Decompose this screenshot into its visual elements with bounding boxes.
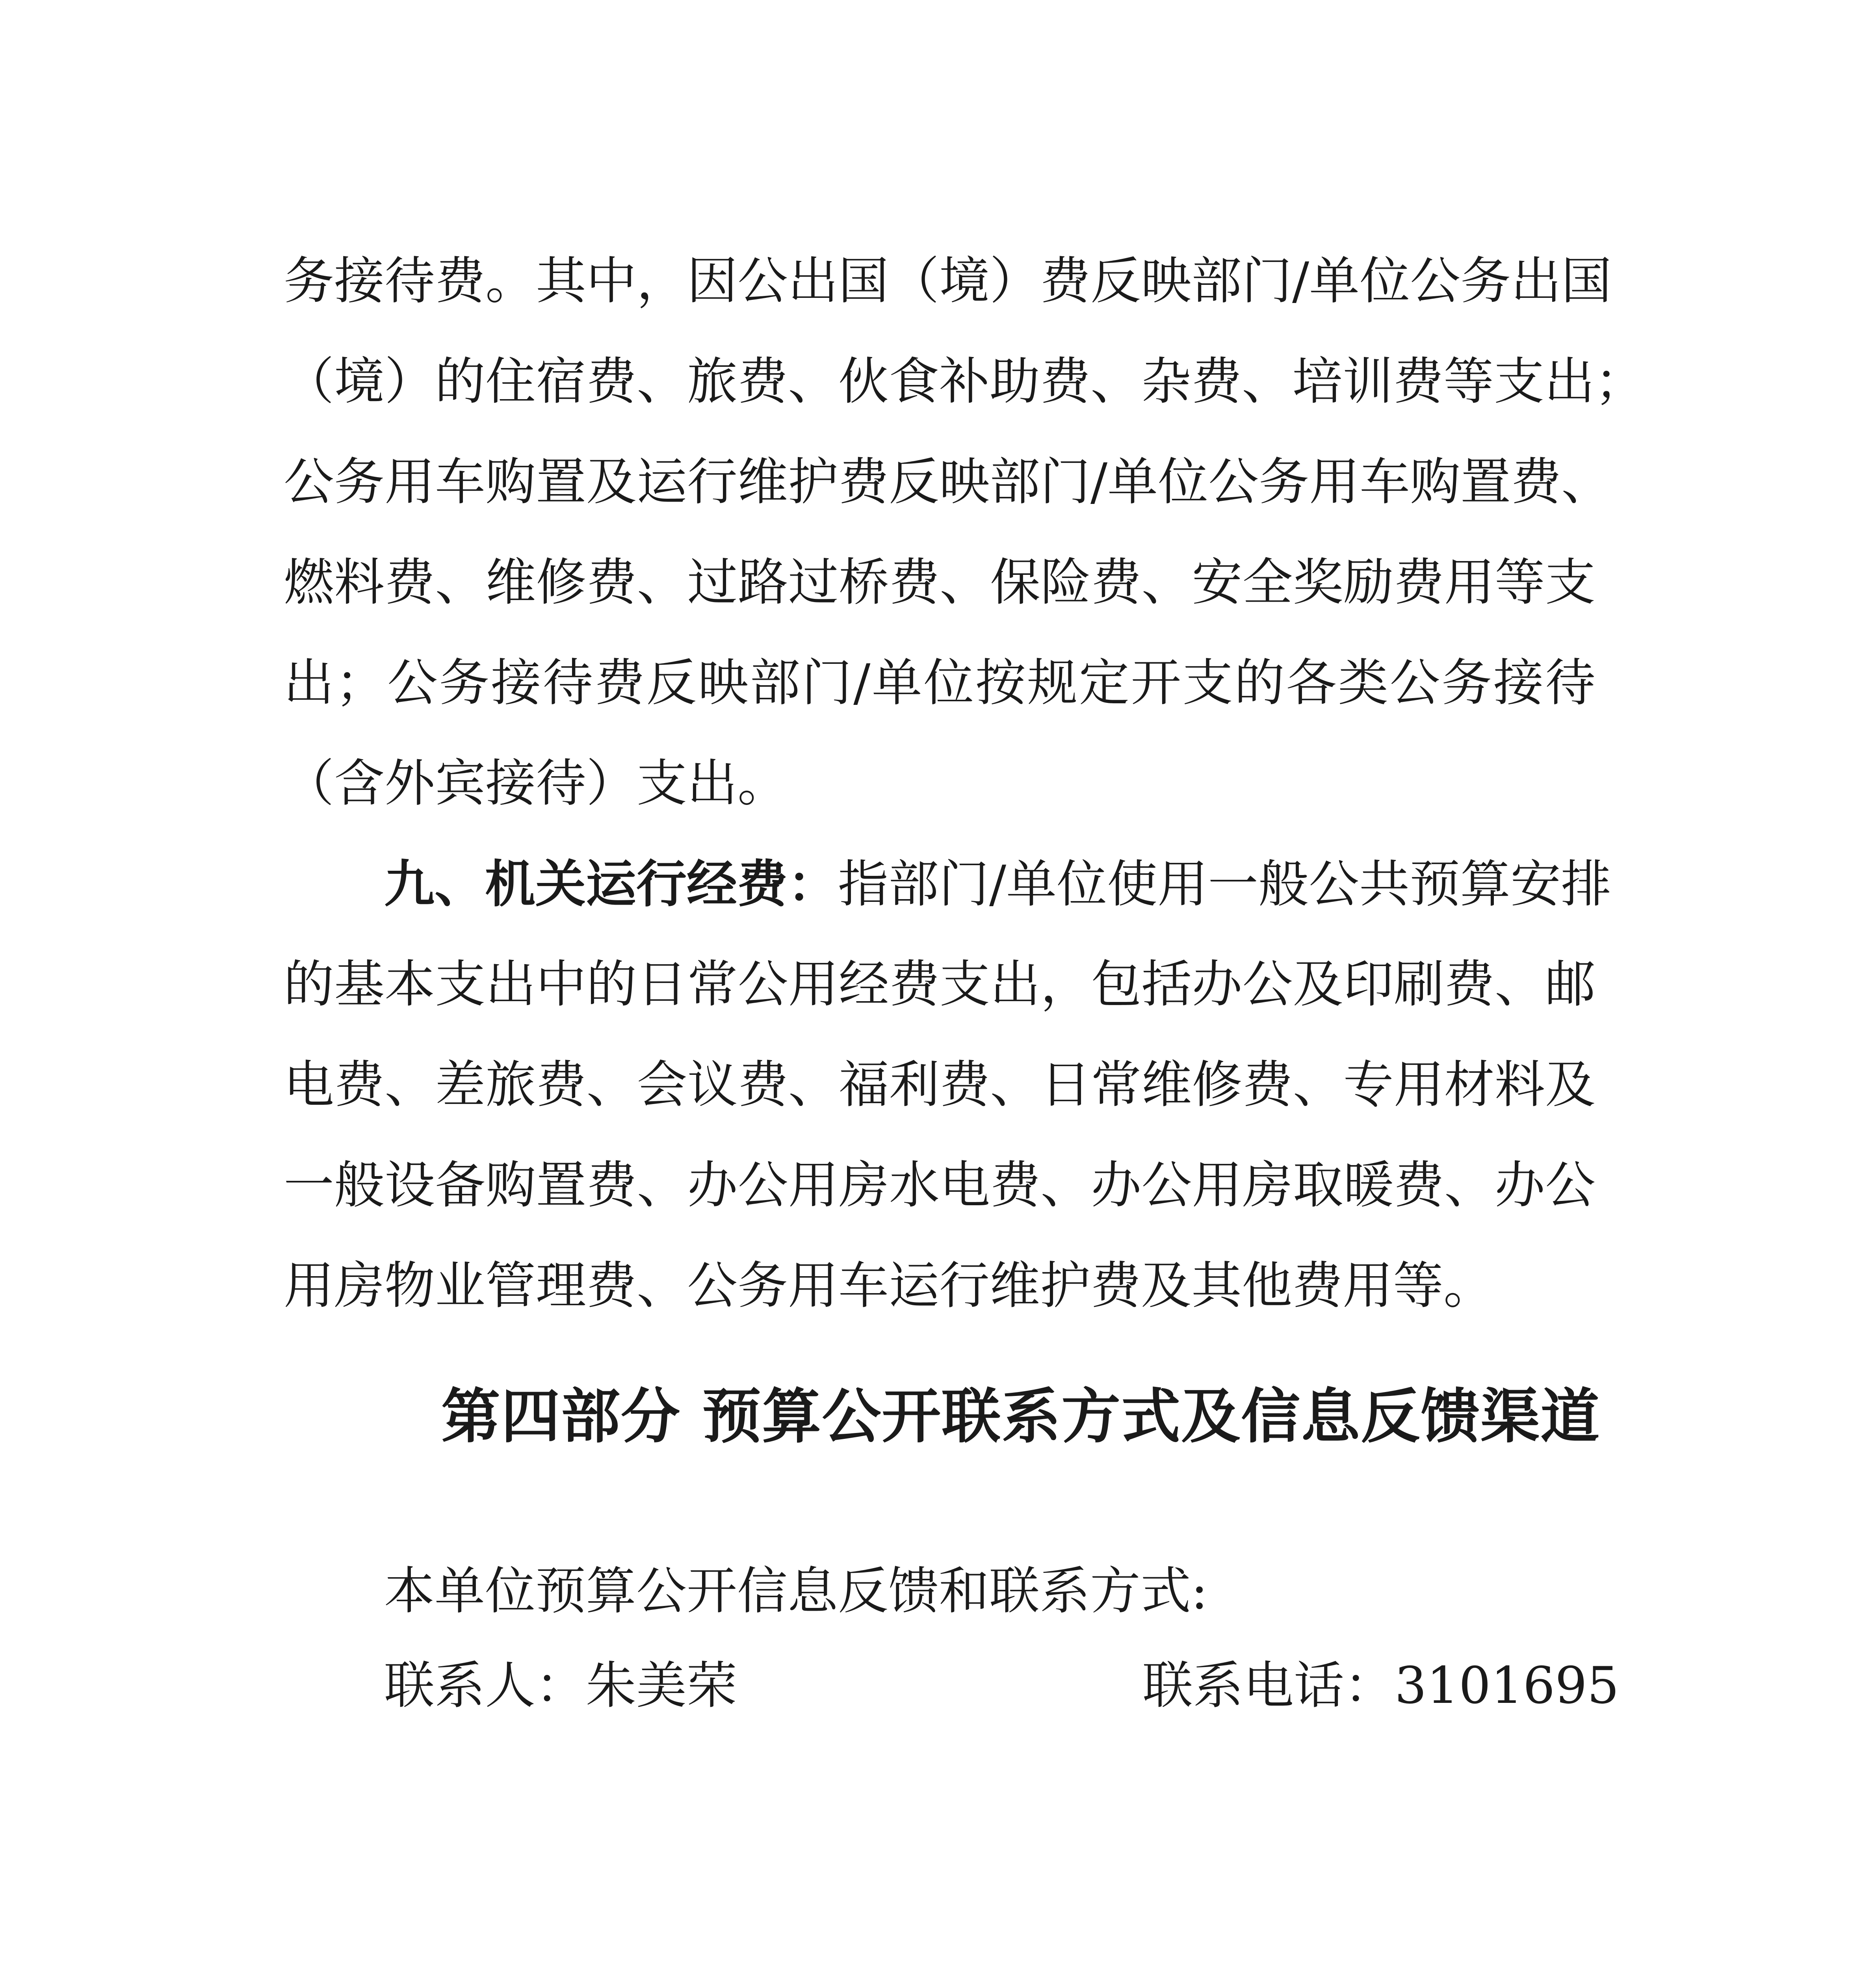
paragraph-1-line-1: 务接待费。其中，因公出国（境）费反映部门/单位公务出国 xyxy=(284,252,1612,310)
paragraph-1-line-4: 燃料费、维修费、过路过桥费、保险费、安全奖励费用等支 xyxy=(284,553,1596,612)
contact-person-name: 朱美荣 xyxy=(586,1656,737,1715)
paragraph-2-line-2: 的基本支出中的日常公用经费支出，包括办公及印刷费、邮 xyxy=(284,955,1596,1014)
section-heading: 第四部分 预算公开联系方式及信息反馈渠道 xyxy=(441,1382,1601,1451)
contact-person xyxy=(384,1656,737,1715)
paragraph-2-line-4: 一般设备购置费、办公用房水电费、办公用房取暖费、办公 xyxy=(284,1156,1596,1215)
term-label: 九、机关运行经费： xyxy=(384,855,838,914)
paragraph-1-line-3: 公务用车购置及运行维护费反映部门/单位公务用车购置费、 xyxy=(284,453,1612,511)
term-definition-start: 指部门/单位使用一般公共预算安排 xyxy=(838,855,1612,914)
contact-intro: 本单位预算公开信息反馈和联系方式: xyxy=(384,1562,1208,1621)
paragraph-1-line-5: 出；公务接待费反映部门/单位按规定开支的各类公务接待 xyxy=(284,654,1596,712)
paragraph-1-line-6: （含外宾接待）支出。 xyxy=(284,754,788,813)
paragraph-2-line-1 xyxy=(384,855,1612,914)
contact-person-label: 联系人： xyxy=(384,1656,586,1715)
contact-phone-number: 3101695 xyxy=(1395,1656,1620,1715)
paragraph-2-line-5: 用房物业管理费、公务用车运行维护费及其他费用等。 xyxy=(284,1256,1494,1315)
paragraph-2-line-3: 电费、差旅费、会议费、福利费、日常维修费、专用材料及 xyxy=(284,1056,1596,1114)
contact-phone-label: 联系电话： xyxy=(1142,1656,1395,1715)
contact-phone xyxy=(1142,1656,1620,1715)
paragraph-1-line-2: （境）的住宿费、旅费、伙食补助费、杂费、培训费等支出； xyxy=(284,352,1646,411)
